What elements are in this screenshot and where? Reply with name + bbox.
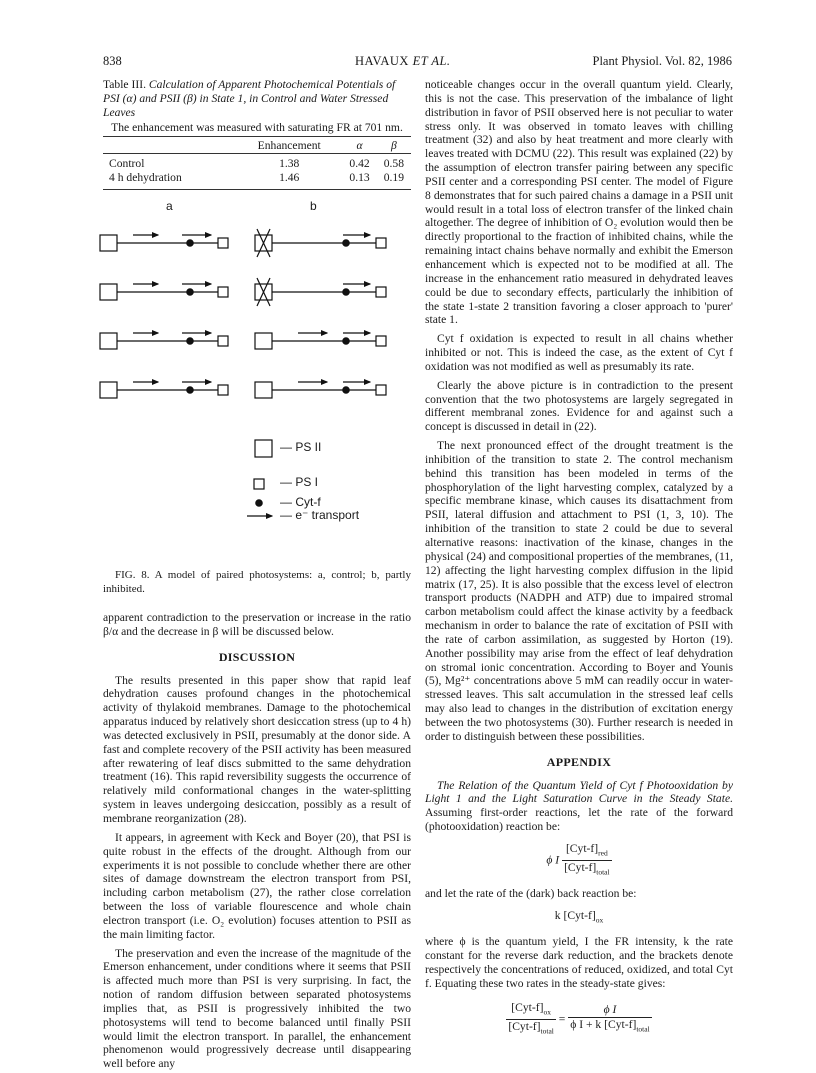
legend-label-cytf: — Cyt-f: [280, 495, 321, 509]
table-cell: 0.13: [349, 171, 370, 185]
psi-box: [218, 238, 228, 248]
legend-label-psii: — PS II: [280, 440, 322, 454]
right-column: [425, 78, 733, 1046]
cytf-dot: [187, 387, 193, 393]
cytf-dot: [343, 387, 349, 393]
page-number: 838: [103, 54, 122, 68]
table-cell: 0.42: [349, 157, 370, 171]
psi-box: [376, 385, 386, 395]
section-heading-appendix: APPENDIX: [546, 754, 612, 769]
subscript: total: [540, 1026, 554, 1036]
numerator: [Cyt-f]: [511, 1000, 544, 1014]
cytf-dot: [343, 338, 349, 344]
psi-box: [376, 238, 386, 248]
psi-box: [218, 336, 228, 346]
journal-citation: Plant Physiol. Vol. 82, 1986: [592, 54, 732, 68]
column-header: Enhancement: [257, 139, 321, 153]
cytf-dot: [187, 240, 193, 246]
section-heading-discussion: DISCUSSION: [218, 649, 296, 664]
psii-box: [255, 382, 272, 398]
legend-cytf-icon: [256, 500, 262, 506]
psii-box: [100, 333, 117, 349]
appendix-paragraph: [425, 779, 733, 834]
legend-label-psi: — PS I: [280, 475, 319, 489]
caption-text: FIG. 8. A model of paired photosystems: a, control; b, partly inhibited.: [103, 569, 411, 595]
psii-box: [100, 284, 117, 300]
column-header: α: [356, 139, 363, 153]
equation-forward-rate: [425, 842, 733, 879]
eq-lhs: ϕ I: [546, 853, 560, 867]
left-column: [103, 611, 411, 1071]
table-label: Table III.: [103, 78, 146, 91]
table-cell: Control: [109, 157, 145, 171]
column-header: β: [390, 139, 397, 153]
paragraph: Clearly the above picture is in contradiction to the present convention that the two photosystems are largely segregated in different membranal zones. Evidence for and against such a concept is discussed in detail in (22).: [425, 378, 733, 434]
eq-expression: k [Cyt-f]: [554, 909, 596, 923]
table-note: The enhancement was measured with saturating FR at 701 nm.: [111, 120, 403, 134]
equation-steady-state: [425, 1001, 733, 1038]
appendix-text: where ϕ is the quantum yield, I the FR intensity, k the rate constant for the reverse dark reduction, and the brackets denote respectively the concentrations of reduced, oxidized, and total Cyt f. Equating these two rates in the steady-state gives:: [425, 935, 733, 990]
panel-label-b: b: [310, 199, 317, 213]
psii-box: [100, 382, 117, 398]
paragraph: The preservation and even the increase of the magnitude of the Emerson enhancement, under conditions where it seems that PSII is affected much more than PSI is very surprising. In fact, the notion of random diffusion between separated photosystems implies that, as PSII is progressively inhibited the two photosystems will tend to become balanced until finally PSII would limit the electron transport. In parallel, the enhancement phenomenon would progressively decrease until disappearing well before any: [103, 946, 411, 1071]
psi-box: [218, 287, 228, 297]
table-cell: 0.58: [383, 157, 404, 171]
psi-box: [376, 336, 386, 346]
cytf-dot: [187, 338, 193, 344]
psii-box: [100, 235, 117, 251]
subscript: ox: [543, 1006, 551, 1016]
legend-psi-icon: [254, 479, 264, 489]
paragraph: apparent contradiction to the preservation or increase in the ratio β/α and the decrease in β will be discussed below.: [103, 611, 411, 638]
appendix-text: Assuming first-order reactions, let the rate of the forward (photooxidation) reaction be:: [425, 806, 733, 834]
table-cell: 1.38: [279, 157, 300, 171]
authors: HAVAUX: [355, 54, 409, 68]
denominator: ϕ I + k [Cyt-f]: [570, 1017, 637, 1031]
denominator: [Cyt-f]: [564, 861, 597, 875]
subscript: total: [636, 1023, 650, 1033]
figure-caption: [103, 569, 411, 597]
table-title: Calculation of Apparent Photochemical Potentials of PSI (α) and PSII (β) in State 1, in Control and Water Stressed Leaves: [103, 78, 396, 119]
panel-label-a: a: [166, 199, 173, 213]
psii-box: [255, 333, 272, 349]
fraction-right: $\frac{\text{ϕ I}}{\phi I + k [Cyt-f]_{total}}$: [570, 1002, 650, 1033]
numerator: [Cyt-f]: [565, 841, 599, 855]
paragraph: Cyt f oxidation is expected to result in all chains whether inhibited or not. This is indeed the case, as the extent of Cyt f oxidation was not modified as well as presumably its rate.: [425, 332, 733, 373]
appendix-text: and let the rate of the (dark) back reaction be:: [425, 887, 637, 901]
fraction-left: [506, 1001, 556, 1038]
equation-back-rate: [425, 909, 733, 927]
cytf-dot: [343, 240, 349, 246]
fraction: [562, 842, 612, 879]
table-cell: 1.46: [279, 171, 300, 185]
subscript: red: [598, 848, 608, 858]
cytf-dot: [343, 289, 349, 295]
cytf-dot: [187, 289, 193, 295]
paragraph: The results presented in this paper show that rapid leaf dehydration causes profound changes in the photochemical activity of thylakoid membranes. Damage to the photochemical apparatus induced by relatively short desiccation stress (up to 4 h) was detected exclusively in PSII, presumably at the donor side. A fast and complete recovery of the PSII activity has been measured after rewatering of leaf discs submitted to the same dehydration treatment (16). This rapid reversibility suggests the occurrence of relatively mild conformational changes in the water-splitting system in leaves undergoing desiccation, possibly as a result of membrane reorganization (28).: [103, 673, 411, 825]
legend-psii-icon: [255, 440, 272, 457]
paragraph: noticeable changes occur in the overall quantum yield. Clearly, this is not the case. This preservation of the imbalance of light distribution in favor of PSII observed here is not peculiar to water stress only. It was observed in tomato leaves with chilling treatment (32) and also by heat treatment and more clearly with leaves treated with DCMU (22). This result was explained (22) by the assumption of electron transfer pairing between any specific PSII center and a corresponding PSI center. The model of Figure 8 demonstrates that for such paired chains a damage in a PSII unit would result in a total loss of electron transfer of the linked chain altogether. The degree of inhibition of O₂ evolution would then be directly proportional to the fraction of inhibited chains, while the remaining intact chains behave normally and exhibit the Emerson enhancement which is expected not to be modified at all. The increase in the enhancement ratio measured in dehydrated leaves could be due to secondary effects, particularly the inhibition of the state 1-state 2 transition favoring a closer approach to 'purer' state 1.: [425, 78, 733, 327]
subscript: total: [596, 867, 610, 877]
psi-box: [376, 287, 386, 297]
paragraph: It appears, in agreement with Keck and Boyer (20), that PSI is quite robust in the effects of the drought. Although from our experiments it is not possible to conclude whether there are other sites of damage downstream the electron transport from PSI, including carbon metabolism (27), the rather close correlation between the loss of variable flourescence and whole chain electron transport (i.e. O₂ evolution) focuses attention to PSII as the main limiting factor.: [103, 830, 411, 941]
equals-sign: =: [558, 1011, 566, 1025]
legend-label-transport: — e⁻ transport: [280, 508, 360, 522]
subscript: ox: [595, 915, 604, 925]
paragraph: The next pronounced effect of the drought treatment is the inhibition of the transition to state 2. The control mechanism behind this transition has been modeled in terms of the phosphorylation of the light harvesting complex, catalyzed by a specific membrane kinase, which causes its disattachment from PSII, lateral diffusion and attachment to PSI (1, 3, 10). The inhibition of the transition to state 2 could be due to several alternative reasons: inactivation of the kinase, changes in the physical (24) and compositional properties of the membranes, (11, 12) affecting the light harvesting complex diffusion in the lipid matrix (17, 25). It is also possible that the excess level of electron transport products (NADPH and ATP) due to impaired stromal carbon metabolism could affect the kinase activity by a feedback mechanism in order to balance the rate of excitation of PSII with the rate of carbon assimilation, as suggested by Horton (19). Another possibility may arise from the effect of leaf dehydration on stromal ionic concentration. According to Boyer and Younis (5), Mg²⁺ concentrations above 5 mM can readily occur in water-stressed leaves. This salt accumulation in the stressed leaf cells may also lead to changes in the distribution of excitation energy between the two photosystems (30). Further research is needed in order to distinguish between these possibilities.: [425, 439, 734, 743]
et-al: ET AL.: [412, 54, 451, 68]
psi-box: [218, 385, 228, 395]
appendix-title: The Relation of the Quantum Yield of Cyt f Photooxidation by Light 1 and the Light Saturation Curve in the Steady State.: [425, 778, 733, 806]
denominator: [Cyt-f]: [508, 1019, 541, 1033]
table-cell: 0.19: [383, 171, 404, 185]
table-cell: 4 h dehydration: [109, 171, 182, 185]
